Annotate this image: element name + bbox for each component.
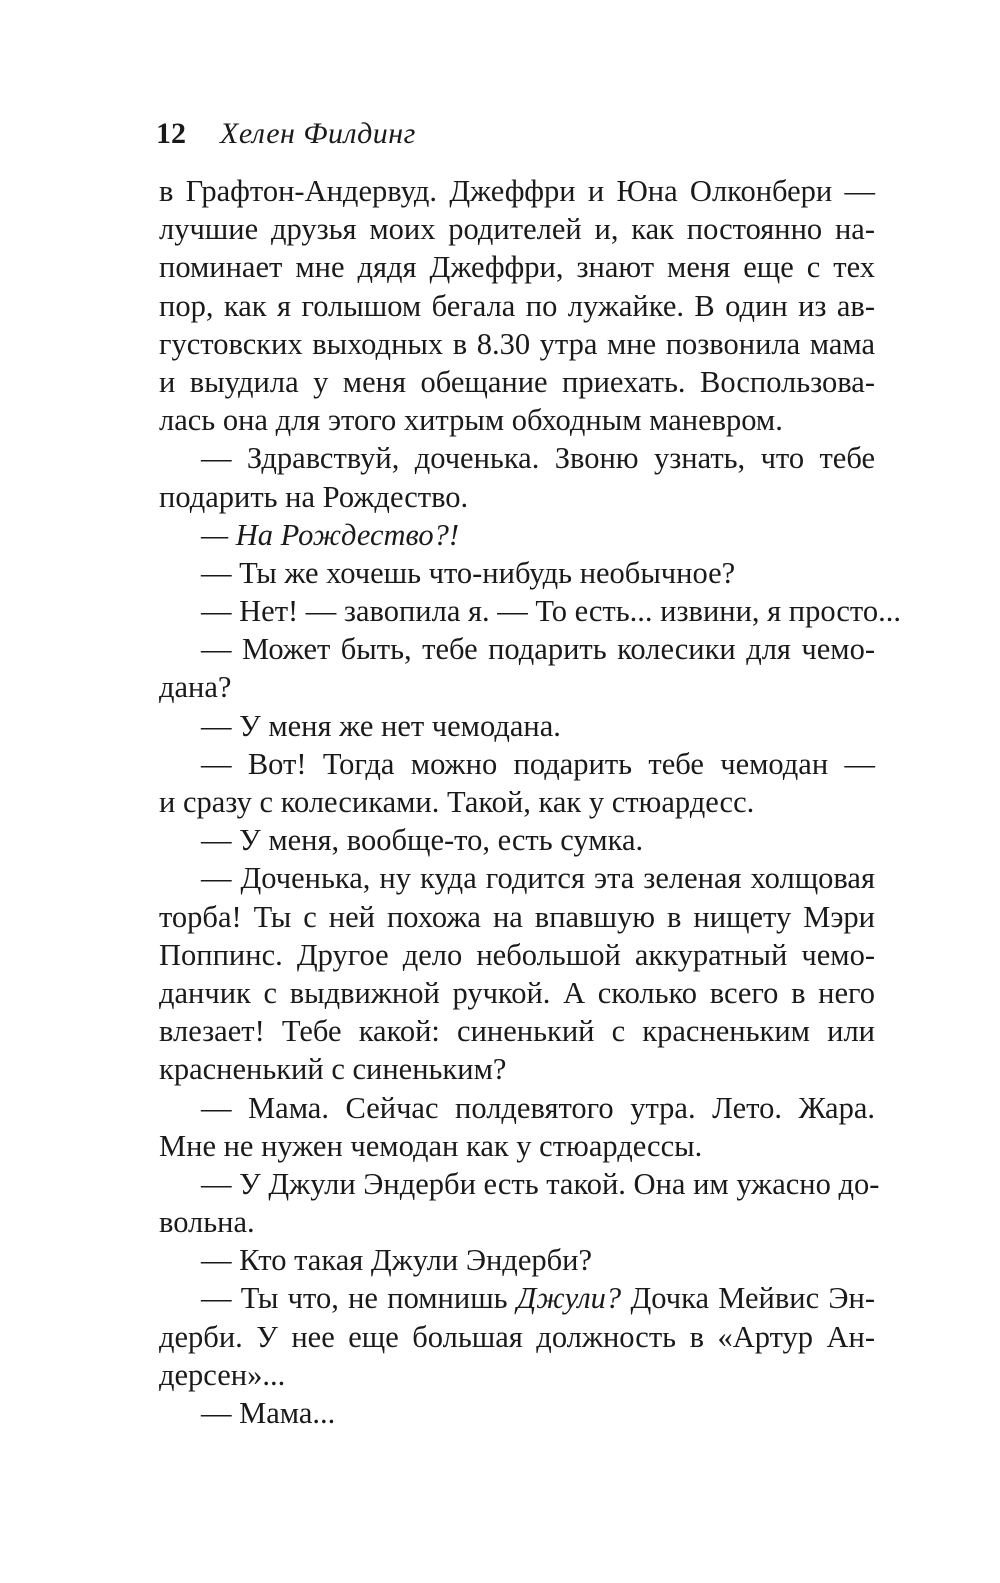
text-line: пор, как я голышом бегала по лужайке. В один из ав- bbox=[159, 288, 875, 323]
text-line: — Здравствуй, доченька. Звоню узнать, что тебе bbox=[201, 441, 875, 476]
body-text bbox=[159, 172, 901, 1432]
text-line: красненький с синеньким? bbox=[159, 1052, 507, 1087]
text-line: и сразу с колесиками. Такой, как у стюардесс. bbox=[159, 785, 755, 819]
text-line: — У Джули Эндерби есть такой. Она им ужасно до- bbox=[201, 1166, 880, 1201]
text-line: — Доченька, ну куда годится эта зеленая холщовая bbox=[201, 861, 875, 896]
text-line: лась она для этого хитрым обходным маневром. bbox=[159, 403, 783, 438]
text-line: лучшие друзья моих родителей и, как постоянно на- bbox=[159, 212, 875, 247]
text-line: данчик с выдвижной ручкой. А сколько всего в него bbox=[159, 975, 875, 1010]
text-line: — Мама. Сейчас полдевятого утра. Лето. Жара. bbox=[201, 1090, 875, 1125]
text-line: — Кто такая Джули Эндерби? bbox=[201, 1243, 592, 1278]
text-line: торба! Ты с ней похожа на впавшую в нищету Мэри bbox=[159, 899, 875, 934]
text-line: дерсен»... bbox=[159, 1357, 286, 1392]
running-head bbox=[156, 112, 416, 156]
text-line: в Графтон-Андервуд. Джеффри и Юна Олконбери — bbox=[159, 174, 875, 208]
author-name: Хелен Филдинг bbox=[220, 117, 416, 150]
text-line: густовских выходных в 8.30 утра мне позвонила мама bbox=[159, 326, 875, 361]
text-line bbox=[159, 516, 875, 554]
text-line: подарить на Рождество. bbox=[159, 479, 469, 514]
text-line: — Мама... bbox=[201, 1396, 336, 1430]
text-line: дерби. У нее еще большая должность в «Артур Ан- bbox=[159, 1319, 875, 1354]
text-line: — У меня, вообще-то, есть сумка. bbox=[201, 823, 644, 858]
text-line: влезает! Тебе какой: синенький с красненьким или bbox=[159, 1014, 875, 1049]
line-part: Дочка Мейвис Эн- bbox=[621, 1281, 876, 1316]
text-line: и выудила у меня обещание приехать. Воспользова- bbox=[159, 364, 875, 399]
text-line: — Ты же хочешь что-нибудь необычное? bbox=[201, 555, 736, 590]
italic-line: — На Рождество?! bbox=[201, 517, 460, 552]
page-number: 12 bbox=[156, 117, 186, 150]
text-line: Мне не нужен чемодан как у стюардессы. bbox=[159, 1128, 703, 1163]
text-line: вольна. bbox=[159, 1205, 255, 1240]
text-line: поминает мне дядя Джеффри, знают меня еще с тех bbox=[159, 250, 875, 285]
text-line: дана? bbox=[159, 670, 232, 705]
text-line: — У меня же нет чемодана. bbox=[201, 708, 561, 743]
text-line: — Может быть, тебе подарить колесики для чемо- bbox=[201, 632, 875, 667]
text-line bbox=[159, 1279, 875, 1317]
text-line: — Вот! Тогда можно подарить тебе чемодан — bbox=[201, 746, 875, 781]
text-line: Поппинс. Другое дело небольшой аккуратный чемо- bbox=[159, 937, 875, 972]
line-part: — Ты что, не помнишь bbox=[201, 1281, 517, 1316]
text-line: — Нет! — завопила я. — То есть... извини, я просто... bbox=[201, 594, 901, 629]
italic-name: Джули? bbox=[516, 1281, 622, 1316]
